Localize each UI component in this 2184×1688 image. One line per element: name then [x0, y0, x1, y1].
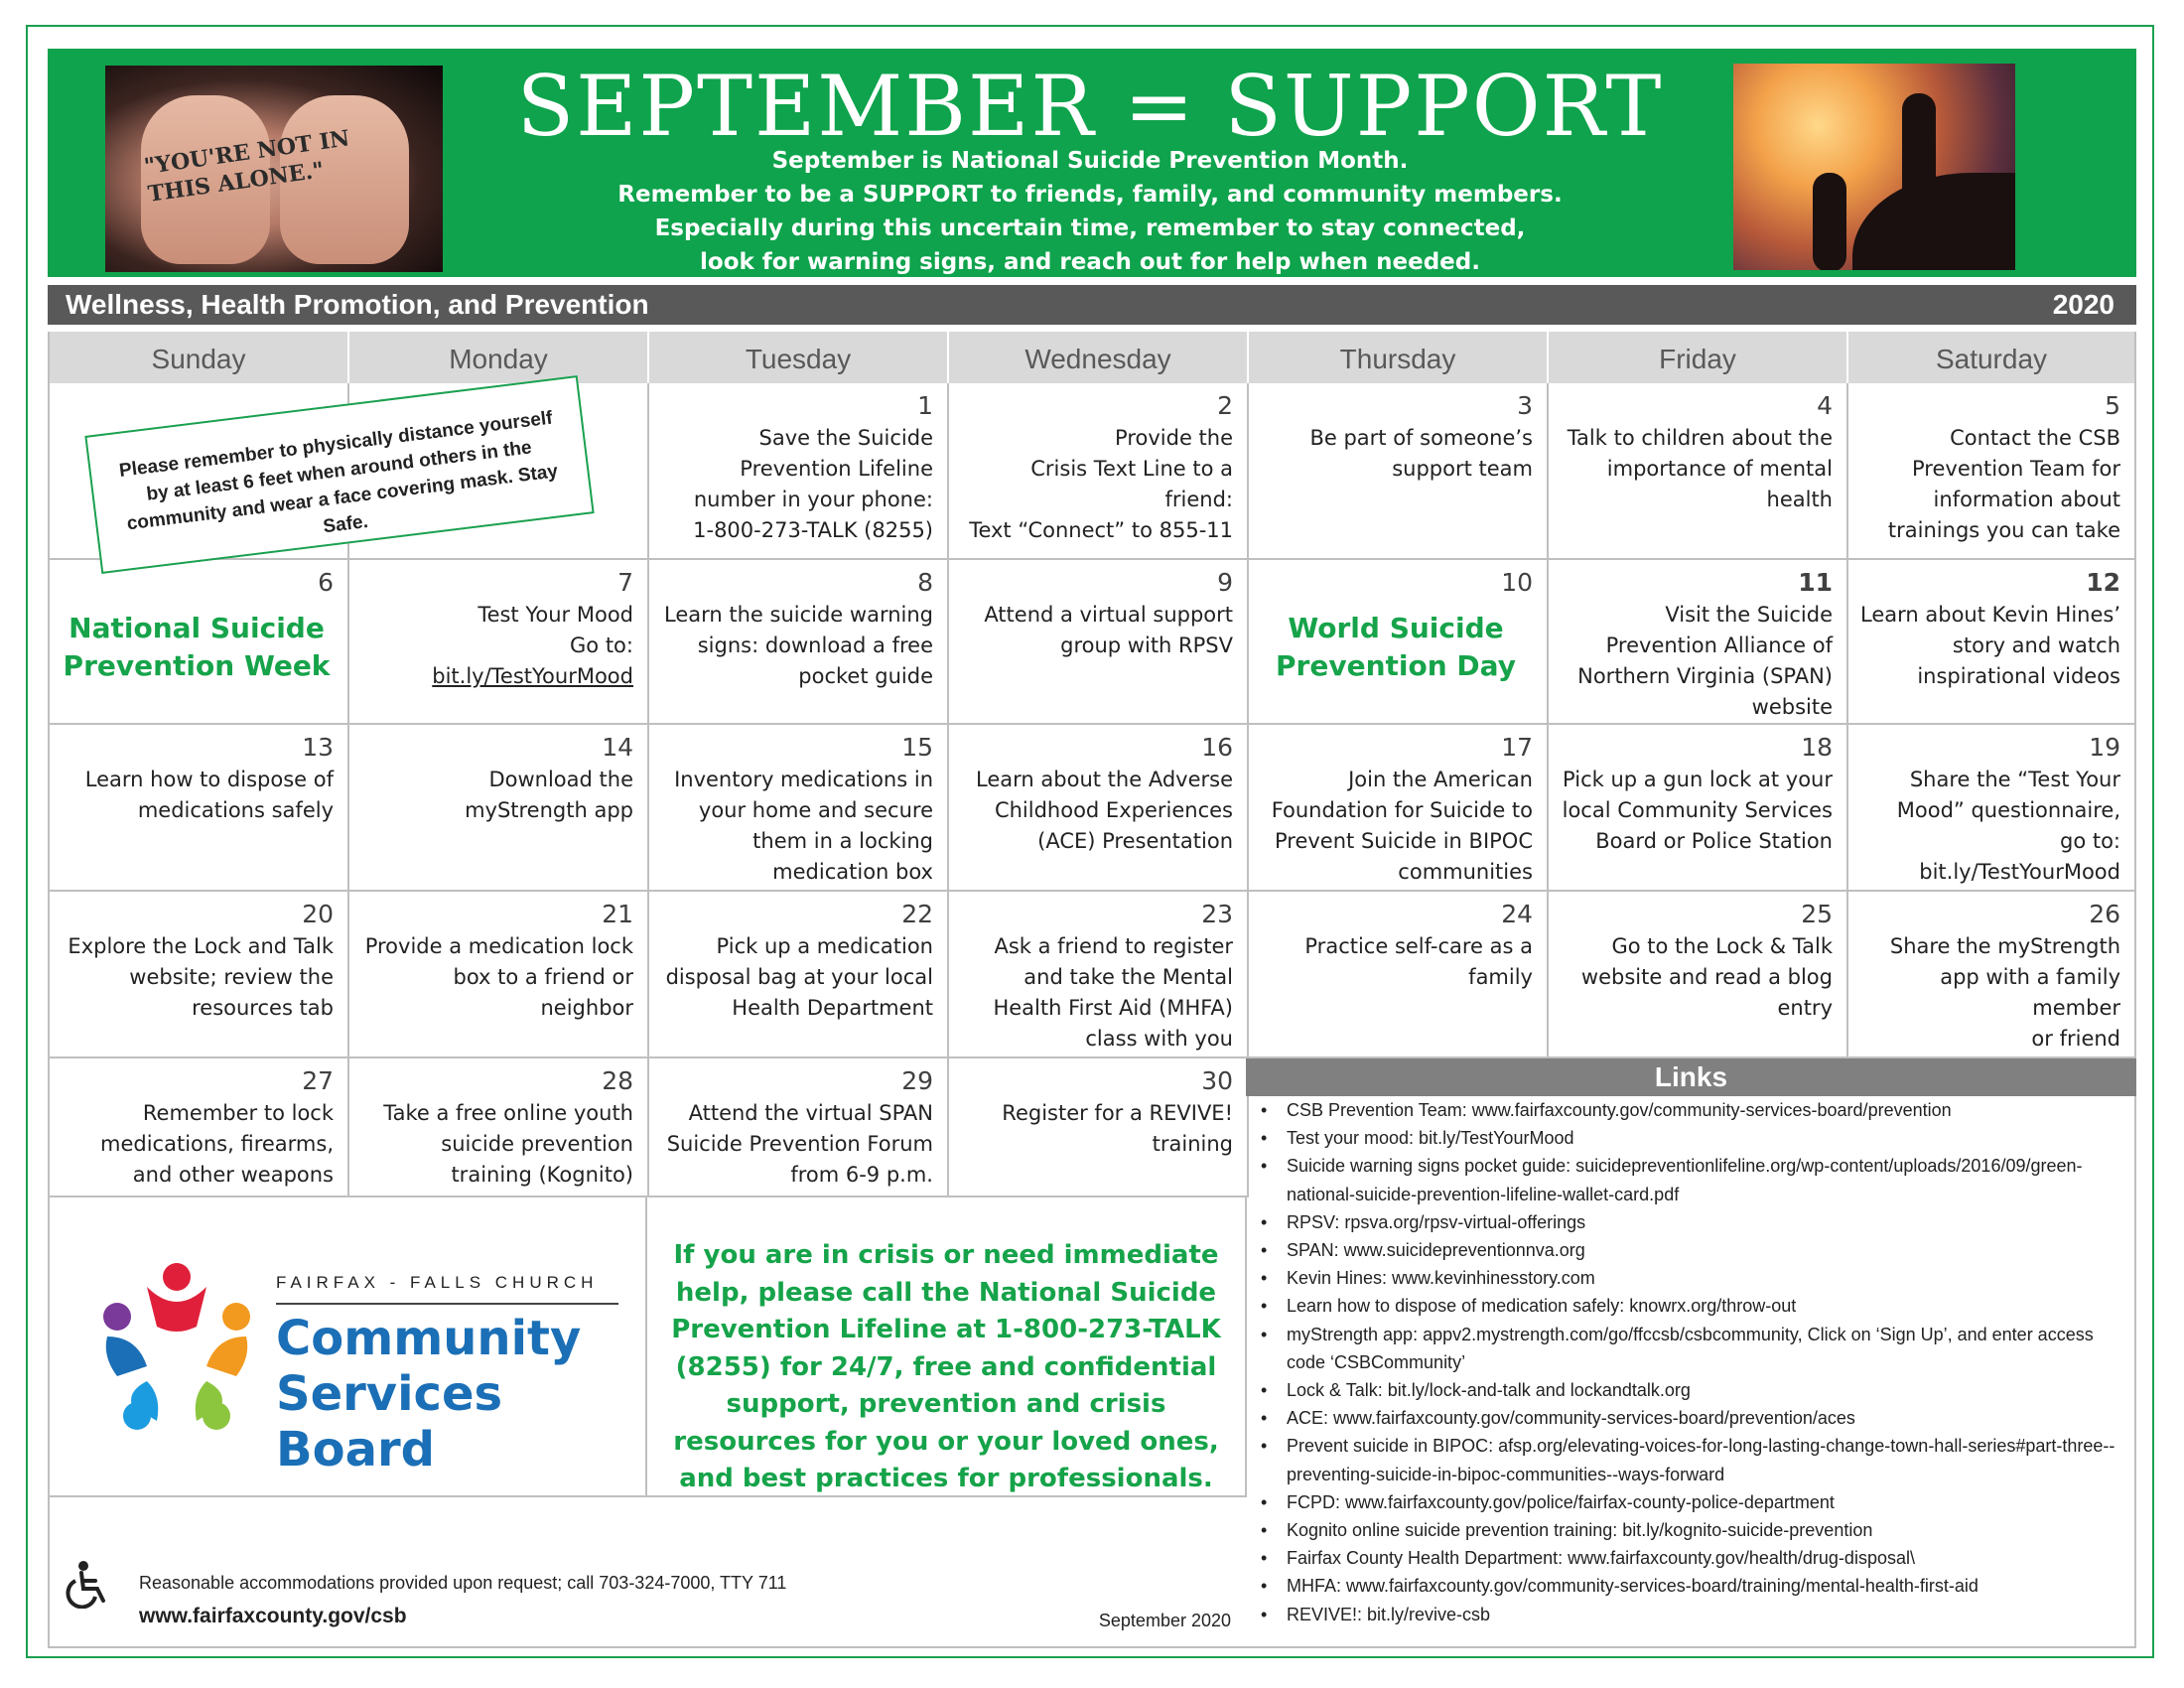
person-silhouette — [1902, 93, 1936, 212]
cell-text: Test Your Mood — [478, 603, 633, 627]
section-title: Wellness, Health Promotion, and Prevention — [66, 289, 649, 320]
day-number: 13 — [302, 733, 334, 762]
person-silhouette — [1813, 173, 1846, 270]
cell-text: Prevent Suicide in BIPOC — [1274, 829, 1533, 853]
cell-text: 1-800-273-TALK (8255) — [693, 518, 933, 542]
cell-text: from 6-9 p.m. — [790, 1163, 933, 1187]
cell-text: Northern Virginia (SPAN) — [1577, 664, 1833, 688]
footer — [48, 1497, 1247, 1646]
cell-text: health — [1766, 488, 1833, 511]
national-suicide-prevention-week-label: National Suicide Prevention Week — [63, 612, 331, 682]
day-number: 4 — [1817, 391, 1833, 420]
calendar-cell-day-10 — [1249, 560, 1549, 725]
day-number: 25 — [1801, 900, 1833, 928]
cell-text: website and read a blog — [1580, 965, 1833, 989]
cell-text: or friend — [2031, 1027, 2120, 1051]
link-item[interactable]: • REVIVE!: bit.ly/revive-csb — [1253, 1601, 2134, 1628]
cell-text: entry — [1777, 996, 1833, 1020]
cell-text: number in your phone: — [693, 488, 933, 511]
cell-text: pocket guide — [798, 664, 933, 688]
cell-text: and take the Mental — [1024, 965, 1233, 989]
cell-text: Remember to lock — [142, 1101, 334, 1125]
cell-text: Board or Police Station — [1595, 829, 1833, 853]
cell-text: Attend the virtual SPAN — [688, 1101, 933, 1125]
cell-text: inspirational videos — [1917, 664, 2120, 688]
cell-text: neighbor — [540, 996, 633, 1020]
cell-text: support team — [1392, 457, 1533, 481]
day-number: 21 — [602, 900, 633, 928]
calendar-cell-day-5 — [1848, 383, 2134, 560]
cell-text: resources tab — [192, 996, 334, 1020]
day-number: 24 — [1501, 900, 1533, 928]
link-item[interactable]: • CSB Prevention Team: www.fairfaxcounty.gov/community-services-board/prevention — [1253, 1096, 2134, 1124]
day-number: 29 — [901, 1066, 933, 1095]
day-header-friday: Friday — [1549, 332, 1848, 383]
cell-text: them in a locking — [752, 829, 933, 853]
link-item[interactable]: • FCPD: www.fairfaxcounty.gov/police/fairfax-county-police-department — [1253, 1488, 2134, 1516]
day-number: 1 — [917, 391, 933, 420]
csb-logo-icon — [77, 1257, 276, 1436]
link-item[interactable]: • Suicide warning signs pocket guide: suicidepreventionlifeline.org/wp-content/uploads/2016/09/green-national-suicide-prevention-lifeline-wallet-card.pdf — [1253, 1152, 2134, 1207]
subtitle-line: Especially during this uncertain time, remember to stay connected, — [654, 215, 1526, 241]
calendar-cell-day-28 — [349, 1058, 649, 1197]
test-your-mood-link[interactable]: bit.ly/TestYourMood — [432, 664, 633, 688]
calendar-cell-day-30 — [949, 1058, 1249, 1197]
logo-line-2: Services Board — [276, 1366, 503, 1477]
cell-text: Attend a virtual support — [984, 603, 1233, 627]
cell-text: Learn the suicide warning — [664, 603, 933, 627]
cell-text: family — [1468, 965, 1533, 989]
link-item[interactable]: • SPAN: www.suicidepreventionnva.org — [1253, 1236, 2134, 1264]
crisis-message: If you are in crisis or need immediate help, please call the National Suicide Prevention Lifeline at 1-800-273-TALK (8255) for 24/7, free and confidential support, prevention and crisis resources for you or your loved ones, and best practices for professionals. — [647, 1197, 1247, 1497]
wheelchair-accessibility-icon — [62, 1559, 111, 1609]
calendar-cell-day-11 — [1549, 560, 1848, 725]
cell-text: Inventory medications in — [674, 768, 933, 791]
cell-text: Save the Suicide — [758, 426, 933, 450]
cell-text: Go to: — [570, 633, 633, 657]
cell-text: signs: download a free — [697, 633, 933, 657]
day-number: 26 — [2089, 900, 2120, 928]
calendar-cell-day-25 — [1549, 892, 1848, 1058]
cell-text: box to a friend or — [453, 965, 633, 989]
day-number: 20 — [302, 900, 334, 928]
logo-line-1: Community — [276, 1311, 582, 1366]
cell-text: your home and secure — [698, 798, 933, 822]
cell-text: Foundation for Suicide to — [1271, 798, 1533, 822]
hands-photo-text: "YOU'RE NOT IN THIS ALONE." — [142, 125, 351, 208]
day-number: 10 — [1501, 568, 1533, 597]
cell-text: Prevention Team for — [1912, 457, 2120, 481]
link-item[interactable]: • Prevent suicide in BIPOC: afsp.org/elevating-voices-for-long-lasting-change-town-hall-series#part-three--preventing-suicide-in-bipoc-communities--ways-forward — [1253, 1432, 2134, 1487]
day-header-thursday: Thursday — [1249, 332, 1549, 383]
distancing-reminder-note: Please remember to physically distance yourself by at least 6 feet when around others in the community and wear a face covering mask. Stay Safe. — [84, 375, 594, 574]
calendar-cell-day-20 — [50, 892, 349, 1058]
cell-text: Go to the Lock & Talk — [1611, 934, 1833, 958]
cell-text: Visit the Suicide — [1665, 603, 1833, 627]
day-number: 6 — [318, 568, 334, 597]
cell-text: medication box — [772, 860, 933, 884]
cell-text: importance of mental — [1606, 457, 1833, 481]
cell-text: Pick up a medication — [716, 934, 933, 958]
link-item[interactable]: • Kevin Hines: www.kevinhinesstory.com — [1253, 1264, 2134, 1292]
day-number: 17 — [1501, 733, 1533, 762]
day-number: 23 — [1201, 900, 1233, 928]
day-number: 12 — [2086, 568, 2120, 597]
day-number: 28 — [602, 1066, 633, 1095]
cell-text: medications safely — [137, 798, 334, 822]
day-number: 9 — [1217, 568, 1233, 597]
calendar-cell-day-13 — [50, 725, 349, 892]
cell-text: Practice self-care as a — [1304, 934, 1533, 958]
cell-text: bit.ly/TestYourMood — [1919, 860, 2120, 884]
cell-text: myStrength app — [465, 798, 633, 822]
day-number: 16 — [1201, 733, 1233, 762]
cell-text: app with a family member — [1940, 965, 2120, 1020]
cell-text: class with you — [1085, 1027, 1233, 1051]
calendar-cell-day-17 — [1249, 725, 1549, 892]
cell-text: go to: — [2059, 829, 2120, 853]
cell-text: Text “Connect” to 855-11 — [969, 518, 1233, 542]
day-number: 3 — [1517, 391, 1533, 420]
cell-text: communities — [1398, 860, 1533, 884]
cell-text: Take a free online youth — [383, 1101, 633, 1125]
cell-text: (ACE) Presentation — [1037, 829, 1233, 853]
link-item[interactable]: • MHFA: www.fairfaxcounty.gov/community-services-board/training/mental-health-first-aid — [1253, 1572, 2134, 1600]
calendar-cell-day-19 — [1848, 725, 2134, 892]
cell-text: Pick up a gun lock at your — [1563, 768, 1833, 791]
calendar-cell-day-8 — [649, 560, 949, 725]
cell-text: Prevention Lifeline — [740, 457, 933, 481]
calendar-cell-day-29 — [649, 1058, 949, 1197]
day-number: 22 — [901, 900, 933, 928]
calendar-cell-day-14 — [349, 725, 649, 892]
day-number: 5 — [2105, 391, 2120, 420]
cell-text: medications, firearms, — [100, 1132, 334, 1156]
calendar-cell-day-7 — [349, 560, 649, 725]
cell-text: information about — [1933, 488, 2120, 511]
cell-text: website; review the — [129, 965, 334, 989]
cell-text: website — [1751, 695, 1833, 719]
world-suicide-prevention-day-label: World Suicide Prevention Day — [1276, 612, 1516, 682]
cell-text: Learn about the Adverse — [976, 768, 1233, 791]
day-number: 8 — [917, 568, 933, 597]
cell-text: Learn how to dispose of — [84, 768, 334, 791]
calendar-cell-day-1 — [649, 383, 949, 560]
cell-text: Childhood Experiences — [994, 798, 1233, 822]
cell-text: Join the American — [1348, 768, 1533, 791]
cell-text: Share the myStrength — [1889, 934, 2120, 958]
calendar-cell-day-3 — [1249, 383, 1549, 560]
cell-text: local Community Services — [1562, 798, 1833, 822]
day-header-wednesday: Wednesday — [949, 332, 1249, 383]
cell-text: suicide prevention — [441, 1132, 633, 1156]
cell-text: friend: — [1164, 488, 1233, 511]
cell-text: Download the — [488, 768, 633, 791]
link-item[interactable]: • Test your mood: bit.ly/TestYourMood — [1253, 1124, 2134, 1152]
year-label: 2020 — [2052, 289, 2115, 320]
cell-text: Learn about Kevin Hines’ — [1860, 603, 2120, 627]
cell-text: trainings you can take — [1887, 518, 2120, 542]
cell-text: story and watch — [1952, 633, 2120, 657]
subtitle-line: look for warning signs, and reach out for help when needed. — [700, 249, 1480, 275]
calendar-cell-day-6 — [50, 560, 349, 725]
footer-date: September 2020 — [1098, 1611, 1231, 1630]
link-item[interactable]: • Lock & Talk: bit.ly/lock-and-talk and lockandtalk.org — [1253, 1376, 2134, 1404]
header-subtitle — [475, 144, 1706, 279]
link-item[interactable]: • Fairfax County Health Department: www.fairfaxcounty.gov/health/drug-disposal\ — [1253, 1544, 2134, 1572]
cell-text: Prevention Alliance of — [1605, 633, 1833, 657]
day-number: 18 — [1801, 733, 1833, 762]
logo-wordmark — [276, 1311, 645, 1477]
cell-text: Explore the Lock and Talk — [68, 934, 334, 958]
logo-tagline: FAIRFAX - FALLS CHURCH — [276, 1273, 599, 1292]
calendar-cell-day-26 — [1848, 892, 2134, 1058]
cell-text: Health First Aid (MHFA) — [993, 996, 1233, 1020]
calendar-cell-day-16 — [949, 725, 1249, 892]
subtitle-line: Remember to be a SUPPORT to friends, family, and community members. — [617, 182, 1563, 208]
cell-text: Suicide Prevention Forum — [666, 1132, 933, 1156]
calendar-cell-day-4 — [1549, 383, 1848, 560]
cell-text: Register for a REVIVE! — [1002, 1101, 1233, 1125]
cell-text: Be part of someone’s — [1309, 426, 1533, 450]
day-number: 19 — [2089, 733, 2120, 762]
link-item[interactable]: • Kognito online suicide prevention training: bit.ly/kognito-suicide-prevention — [1253, 1516, 2134, 1544]
link-item[interactable]: • myStrength app: appv2.mystrength.com/go/ffccsb/csbcommunity, Click on ‘Sign Up’, and enter access code ‘CSBCommunity’ — [1253, 1321, 2134, 1376]
subtitle-line: September is National Suicide Prevention Month. — [771, 148, 1409, 174]
day-number: 30 — [1201, 1066, 1233, 1095]
calendar-cell-day-2 — [949, 383, 1249, 560]
cell-text: training (Kognito) — [451, 1163, 633, 1187]
calendar-cell-day-24 — [1249, 892, 1549, 1058]
calendar-cell-day-23 — [949, 892, 1249, 1058]
website-link[interactable]: www.fairfaxcounty.gov/csb — [139, 1605, 407, 1627]
hands-photo — [105, 66, 443, 272]
calendar-cell-day-21 — [349, 892, 649, 1058]
accommodations-text: Reasonable accommodations provided upon request; call 703-324-7000, TTY 711 — [139, 1573, 787, 1593]
logo-divider — [276, 1303, 618, 1305]
cell-text: Talk to children about the — [1567, 426, 1833, 450]
link-item[interactable]: • RPSV: rpsva.org/rpsv-virtual-offerings — [1253, 1208, 2134, 1236]
cell-text: Provide a medication lock — [364, 934, 633, 958]
cell-text: Health Department — [732, 996, 933, 1020]
day-number: 14 — [602, 733, 633, 762]
link-item[interactable]: • Learn how to dispose of medication safely: knowrx.org/throw-out — [1253, 1292, 2134, 1320]
links-list — [1253, 1096, 2134, 1628]
cell-text: Ask a friend to register — [994, 934, 1233, 958]
cell-text: and other weapons — [132, 1163, 334, 1187]
page-title: SEPTEMBER = SUPPORT — [516, 58, 1664, 155]
day-header-saturday: Saturday — [1848, 332, 2134, 383]
cell-text: Share the “Test Your — [1909, 768, 2120, 791]
calendar-cell-day-27 — [50, 1058, 349, 1197]
day-number: 27 — [302, 1066, 334, 1095]
cell-text: Contact the CSB — [1950, 426, 2120, 450]
links-header: Links — [1246, 1058, 2136, 1096]
calendar-cell-day-18 — [1549, 725, 1848, 892]
day-header-monday: Monday — [349, 332, 649, 383]
link-item[interactable]: • ACE: www.fairfaxcounty.gov/community-services-board/prevention/aces — [1253, 1404, 2134, 1432]
cell-text: Crisis Text Line to a — [1030, 457, 1233, 481]
calendar-cell-day-12 — [1848, 560, 2134, 725]
cell-text: training — [1152, 1132, 1233, 1156]
section-bar — [48, 285, 2136, 325]
cell-text: disposal bag at your local — [665, 965, 933, 989]
calendar-cell-day-15 — [649, 725, 949, 892]
calendar-cell-day-22 — [649, 892, 949, 1058]
csb-logo-block — [48, 1197, 647, 1497]
day-number: 11 — [1798, 568, 1833, 597]
cell-text: group with RPSV — [1060, 633, 1233, 657]
day-header-tuesday: Tuesday — [649, 332, 949, 383]
cell-text: Provide the — [1115, 426, 1233, 450]
day-number: 7 — [617, 568, 633, 597]
day-number: 2 — [1217, 391, 1233, 420]
day-header-sunday: Sunday — [50, 332, 349, 383]
helping-hand-photo — [1733, 64, 2015, 270]
calendar-cell-day-9 — [949, 560, 1249, 725]
day-number: 15 — [901, 733, 933, 762]
cell-text: Mood” questionnaire, — [1896, 798, 2120, 822]
